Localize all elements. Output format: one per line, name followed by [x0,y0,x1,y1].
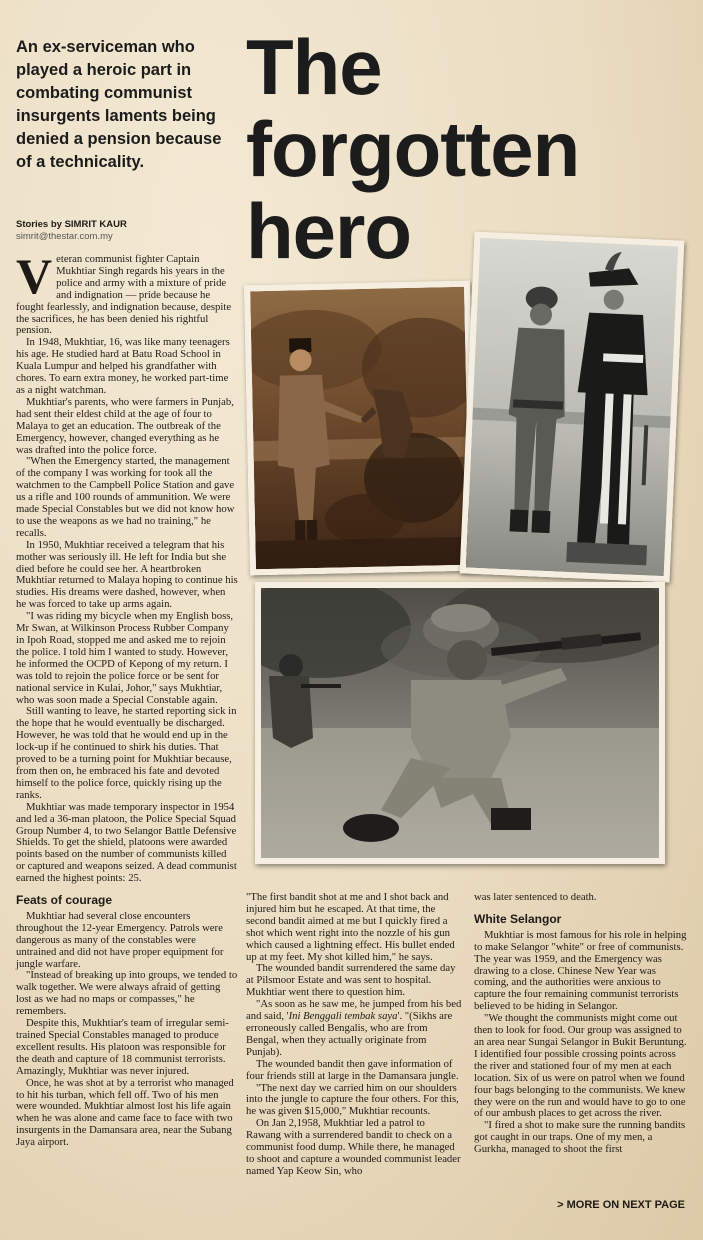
paragraph: "The first bandit shot at me and I shot back and injured him but he escaped. At that time, the second bandit aimed at me but I quickly fired a shot which went right into the nozzle of his gun which caused a lightning effect. His bullet ended up at my feet. My shot killed him," he says. [246,891,455,963]
headline-line-2: forgotten [246,105,580,193]
paragraph: "I fired a shot to make sure the running bandits got caught in our traps. One of my men, a Gurkha, managed to shoot the first [474,1119,686,1156]
byline-email: simrit@thestar.com.my [16,231,113,242]
headline-line-1: The [246,23,382,111]
more-on-next-page-link[interactable]: > MORE ON NEXT PAGE [557,1199,685,1211]
headline-line-3: hero [246,187,412,275]
photo-handshake-image [250,287,470,569]
paragraph: Mukhtiar had several close encounters throughout the 12-year Emergency. Patrols were dangerous as many of the constables were untrained and did not have proper equipment for jungle warfare. [16,909,224,970]
paragraph: Once, he was shot at by a terrorist who managed to hit his turban, which fell off. Two of his men were wounded. Mukhtiar almost lost his life again when he was alone and came face to face with two insurgents in the Damansara area, near the Subang Jaya airport. [16,1076,234,1149]
paragraph: "When the Emergency started, the management of the company I was working for took all the watchmen to the Campbell Police Station and gave us a rifle and 100 rounds of ammunition. We were made Special Constables but we did not know how to use the weapons as we had no training," he recalls. [16,455,235,539]
headline [246,23,686,275]
photo-medal-presentation [460,232,685,583]
photo-soldier-image [261,588,659,858]
paragraph: "Instead of breaking up into groups, we tended to walk together. We were always afraid of getting lost as we had no maps or compasses," he remembers. [16,969,238,1018]
quote-text: '. "(Sikhs are erroneously called Bengalis, who are from Bengal, when they actually originate from Punjab). [246,1010,453,1058]
article-column-3 [474,892,688,1156]
photo-medal-image [466,238,678,576]
subhead-feats-of-courage: Feats of courage [16,893,113,908]
paragraph: The wounded bandit then gave information of four friends still at large in the Damansara jungle. [246,1057,459,1082]
paragraph [246,999,462,1059]
article-column-2 [246,892,462,1178]
paragraph-text: eteran communist fighter Captain Mukhtiar Singh regards his years in the police and army with a mixture of pride and indignation — pride because he fought fearlessly, and indignation because, despite the sacrifices, he has been denied his rightful pension. [16,253,232,337]
quote-text: "As soon as he saw me, he jumped from his bed and said, ' [246,998,462,1023]
paragraph: In 1950, Mukhtiar received a telegram that his mother was seriously ill. He left for India but she died before he could see her. A heartbroken Mukhtiar returned to Malaya hoping to continue his studies. His dreams were dashed, however, when he was forced to take up arms again. [16,538,238,611]
paragraph: Despite this, Mukhtiar's team of irregular semi-trained Special Constables managed to produce excellent results. His platoon was responsible for the death and capture of 18 communist terrorists. Amazingly, Mukhtiar was never injured. [16,1017,229,1077]
malay-quote: Ini Benggali tembak saya [288,1010,398,1023]
subhead-white-selangor: White Selangor [474,911,562,926]
paragraph: Mukhtiar is most famous for his role in helping to make Selangor "white" or free of communists. The year was 1959, and the Emergency was drawing to a close. Chinese New Year was coming, and the authorities were anxious to capture the four remaining communist terrorists believed to be hiding in Selangor. [474,928,687,1013]
paragraph: was later sentenced to death. [474,891,597,903]
paragraph: "We thought the communists might come out then to look for food. Our group was assigned to an area near Sungai Selangor in Bukit Beruntung. I identified four possible crossing points across the river and stationed four of my men at each location. Six of us were on patrol when we found four bags belonging to the communists. We knew they were on the run and would have to go to one of our ambush places to get across the river. [474,1012,687,1120]
paragraph: "The next day we carried him on our shoulders into the jungle to capture the four others. For this, he was given $15,000," Mukhtiar recounts. [246,1081,459,1118]
paragraph: On Jan 2,1958, Mukhtiar led a patrol to Rawang with a surrendered bandit to check on a communist food dump. While there, he managed to shoot and capture a wounded communist leader named Yap Keow Sin, who [246,1117,461,1177]
photo-handshake-ceremony [244,281,476,576]
drop-cap: V [16,248,53,304]
photo-soldier-aiming [255,582,665,864]
paragraph: In 1948, Mukhtiar, 16, was like many teenagers his age. He studied hard at Batu Road School in Kuala Lumpur and helped his grandfather with chores. To earn extra money, he worked part-time as a night watchman. [16,336,230,396]
byline [16,219,241,243]
paragraph: The wounded bandit surrendered the same day at Pilsmoor Estate and was sent to hospital. Mukhtiar went there to question him. [246,962,456,999]
article-column-1 [16,248,238,1149]
paragraph [16,248,238,337]
paragraph: Mukhtiar was made temporary inspector in 1954 and led a 36-man platoon, the Police Special Squad Group Number 4, to two Selangor Battle Defensive Shields. To get the shield, platoons were awarded points based on the number of communists killed or captured and weapons seized. A dead communist earned the highest points: 25. [16,800,237,885]
byline-author: Stories by SIMRIT KAUR [16,219,127,230]
article-deck: An ex-serviceman who played a heroic part in combating communist insurgents laments being denied a pension because of a technicality. [16,38,222,171]
paragraph: "I was riding my bicycle when my English boss, Mr Swan, at Wilkinson Process Rubber Company in Ipoh Road, stopped me and asked me to rejoin the police. I told him I wanted to study. However, he informed the OCPD of Kepong of my return. I was told to rejoin the police force or be sent for national service in Kulai, Johor," says Mukhtiar, who was soon made a Special Constable again. [16,610,234,706]
paragraph: Mukhtiar's parents, who were farmers in Punjab, had sent their eldest child at the age of four to Malaya to get an education. The outbreak of the Emergency, however, changed everything as he was drafted into the police force. [16,395,234,456]
paragraph: Still wanting to leave, he started reporting sick in the hope that he would eventually be discharged. However, he was told that he would end up in the lock-up if he continued to shirk his duties. That proved to be a turning point for Mukhtiar because, from then on, he embraced his fate and devoted himself to the police force, quickly rising up the ranks. [16,705,237,801]
